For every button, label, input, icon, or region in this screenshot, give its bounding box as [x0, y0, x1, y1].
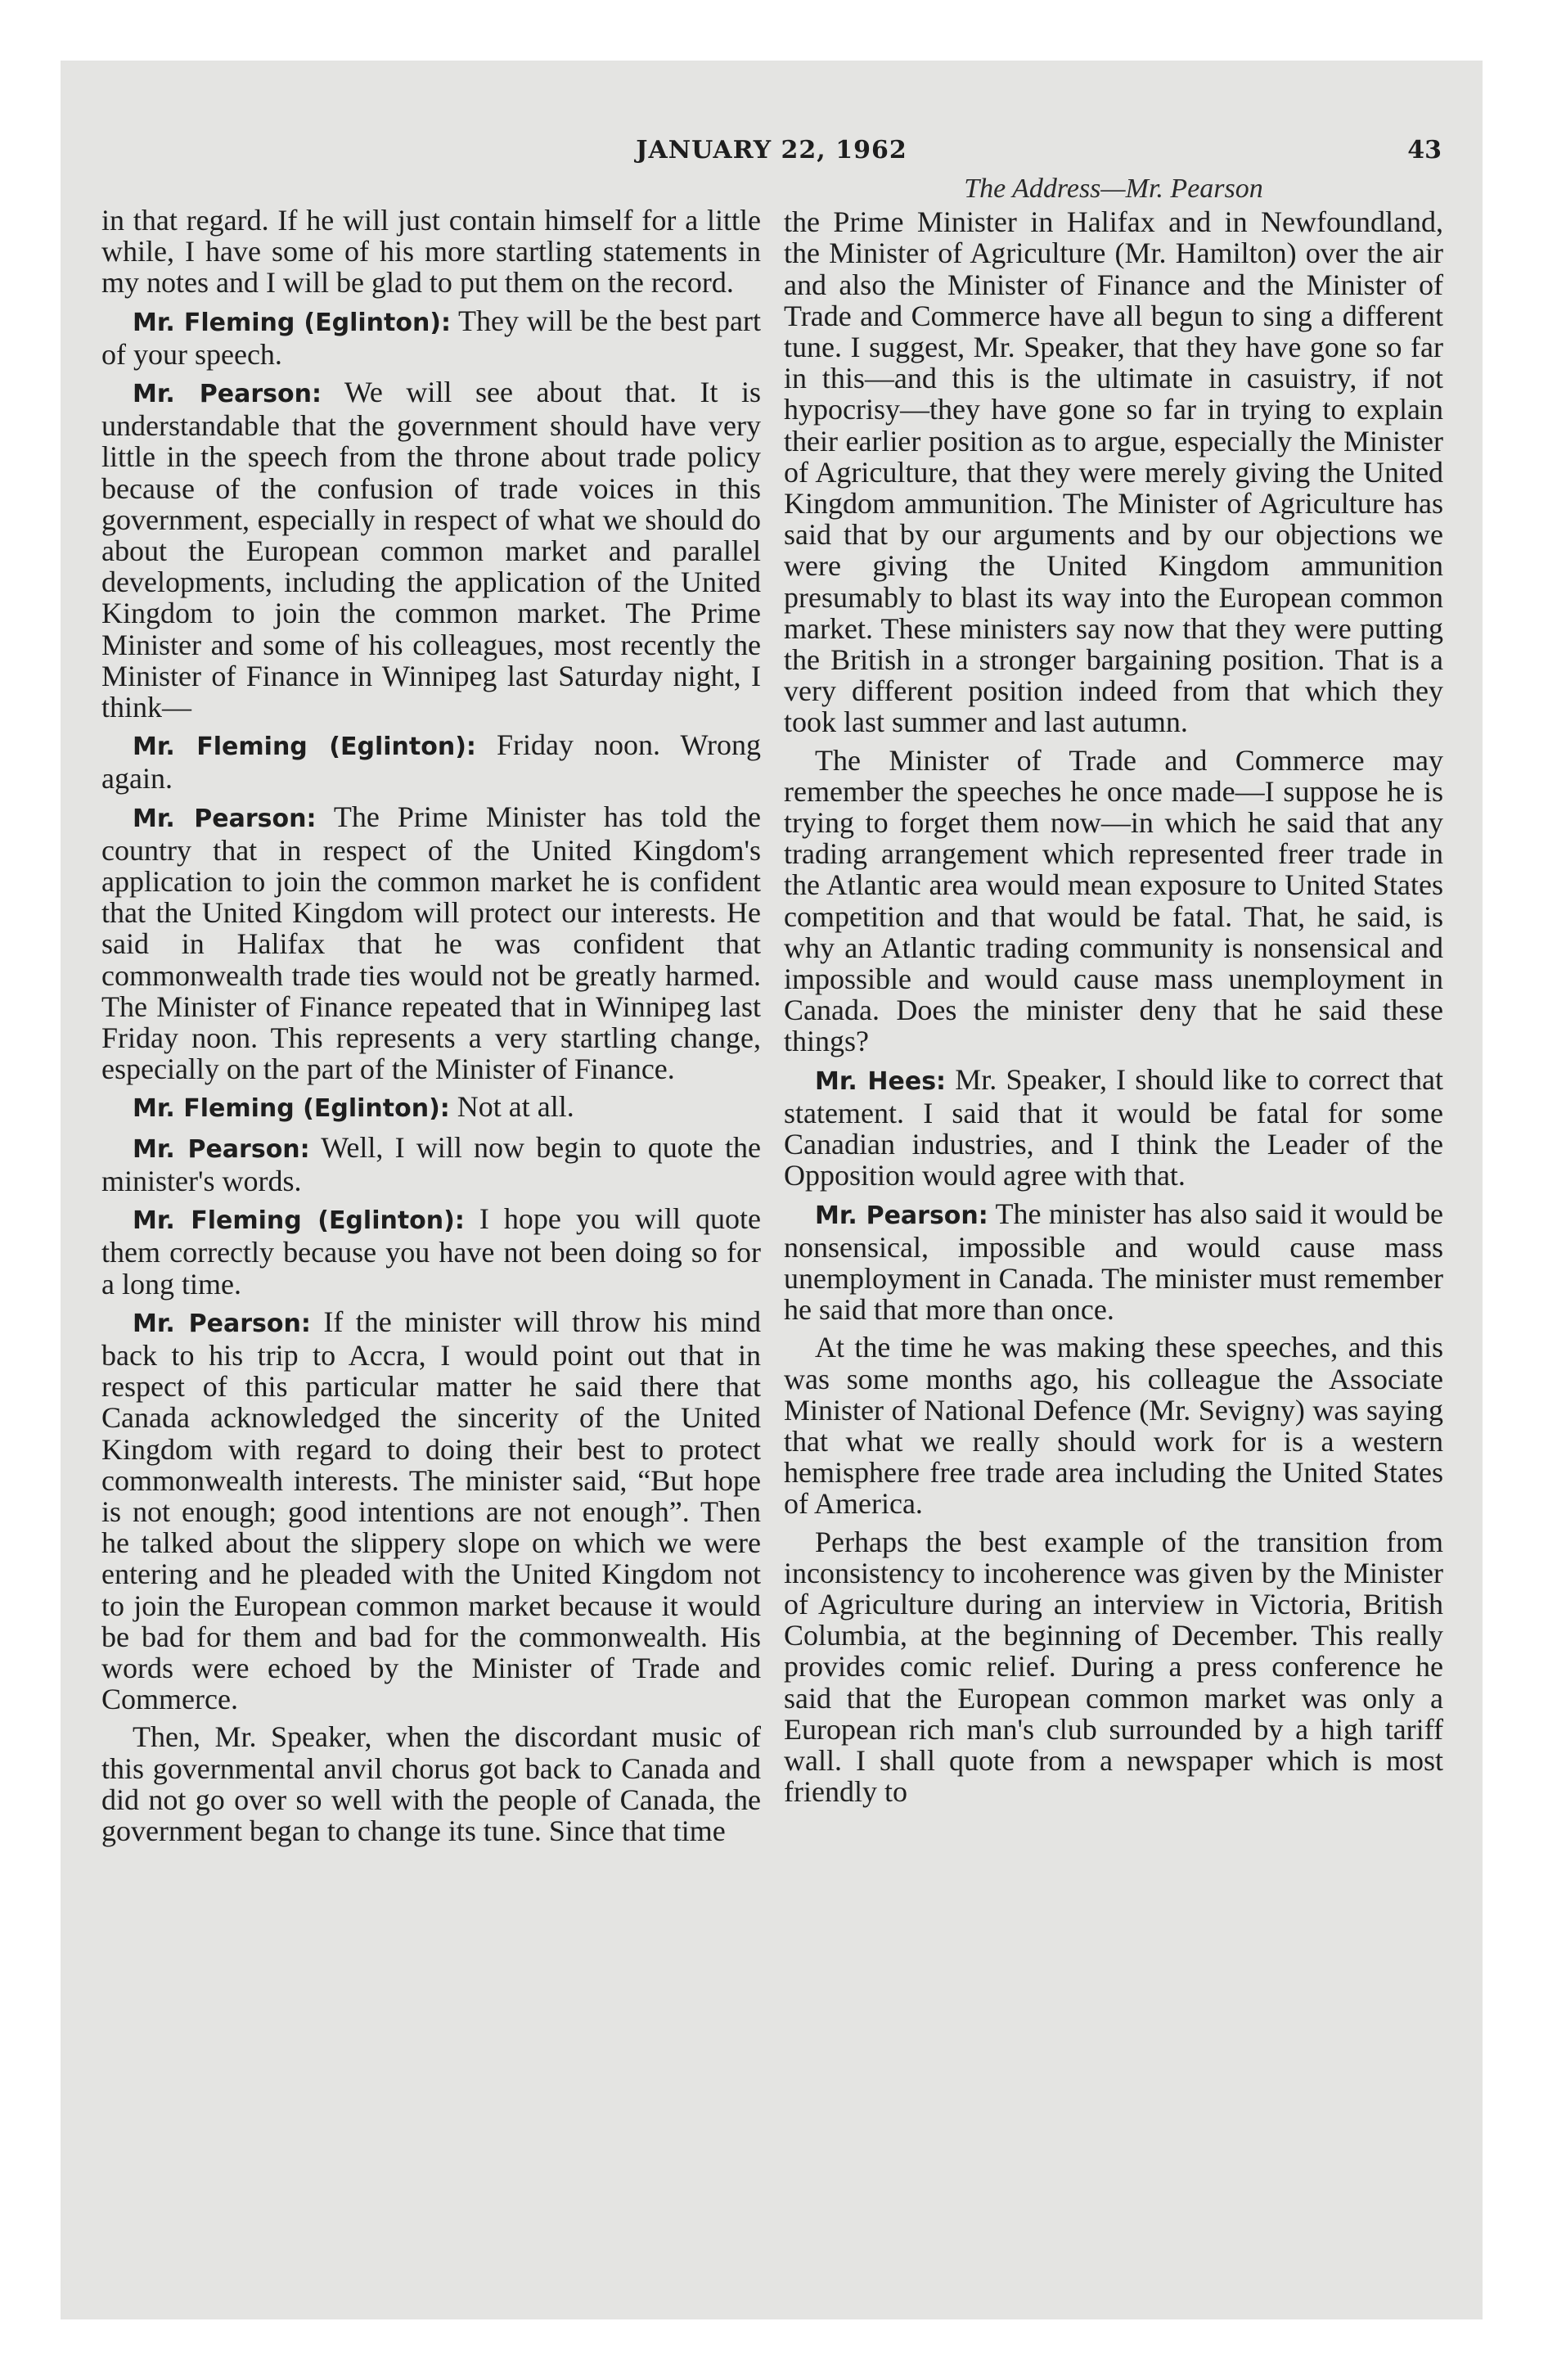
paragraph — [784, 1198, 1443, 1326]
speaker-name: Mr. Fleming (Eglinton): — [133, 1094, 450, 1124]
paragraph-text: At the time he was making these speeches, and this was some months ago, his colleague the Associate Minister of National Defence (Mr. Sevigny) was saying that what we really should work for is a western hemisphere free trade area including the United States of America. — [784, 1331, 1443, 1521]
paragraph-text: Perhaps the best example of the transition from inconsistency to incoherence was given by the Minister of Agriculture during an interview in Victoria, British Columbia, at the beginning of December. This really provides comic relief. During a press conference he said that the European common market was only a European rich man's club surrounded by a high tariff wall. I shall quote from a newspaper which is most friendly to — [784, 1525, 1443, 1809]
speaker-name: Mr. Pearson: — [133, 1309, 311, 1338]
paragraph — [101, 1203, 761, 1300]
paragraph-text: Friday noon. Wrong again. — [101, 728, 761, 796]
left-column — [101, 205, 761, 1853]
speaker-name: Mr. Pearson: — [133, 1134, 310, 1164]
paragraph — [784, 206, 1443, 737]
paragraph-text: The Minister of Trade and Commerce may remember the speeches he once made—I suppose he is trying to forget them now—in which he said that any trading arrangement which represented freer trade in the Atlantic area would mean exposure to United States competition and that would be fatal. That, he said, is why an Atlantic trading community is nonsensical and impossible and would cause mass unemployment in Canada. Does the minister deny that he said these things? — [784, 743, 1443, 1058]
paragraph-text: Well, I will now begin to quote the minister's words. — [101, 1130, 761, 1197]
paragraph-text: Then, Mr. Speaker, when the discordant music of this governmental anvil chorus got back to Canada and did not go over so well with the people of Canada, the government began to change its tune. Since that time — [101, 1720, 761, 1847]
speaker-name: Mr. Fleming (Eglinton): — [133, 732, 476, 762]
paragraph-text: in that regard. If he will just contain himself for a little while, I have some of his more startling statements in my notes and I will be glad to put them on the record. — [101, 204, 761, 300]
paragraph — [101, 1132, 761, 1197]
paragraph — [101, 205, 761, 299]
speaker-name: Mr. Fleming (Eglinton): — [133, 308, 452, 337]
paragraph — [101, 1091, 761, 1125]
paragraph — [784, 1332, 1443, 1519]
paragraph — [101, 376, 761, 723]
paragraph-text: The Prime Minister has told the country that in respect of the United Kingdom's application to join the common market he is confident that the United Kingdom will protect our interests. He said in Halifax that he was confident that commonwealth trade ties would not be greatly harmed. The Minister of Finance repeated that in Winnipeg last Friday noon. This represents a very startling change, especially on the part of the Minister of Finance. — [101, 800, 761, 1086]
paragraph — [784, 1064, 1443, 1192]
page-date: JANUARY 22, 1962 — [636, 136, 907, 165]
speaker-name: Mr. Pearson: — [133, 380, 322, 409]
paragraph — [784, 1526, 1443, 1808]
right-column — [784, 174, 1443, 1814]
paragraph — [784, 745, 1443, 1057]
paragraph-text: They will be the best part of your speech. — [101, 304, 761, 371]
paragraph-text: If the minister will throw his mind back to his trip to Accra, I would point out that in respect of this particular matter he said there that Canada acknowledged the sincerity of the United Kingdom with regard to doing their best to protect commonwealth interests. The minister said, “But hope is not enough; good intentions are not enough”. Then he talked about the slippery slope on which we were entering and he pleaded with the United Kingdom not to join the European common market because it would be bad for them and bad for the commonwealth. His words were echoed by the Minister of Trade and Commerce. — [101, 1305, 762, 1716]
paragraph — [101, 305, 761, 370]
running-head: The Address—Mr. Pearson — [964, 174, 1263, 204]
paragraph-text: Not at all. — [449, 1090, 574, 1124]
paragraph-text: I hope you will quote them correctly because you have not been doing so for a long time. — [101, 1202, 762, 1300]
paragraph-text: the Prime Minister in Halifax and in Newfoundland, the Minister of Agriculture (Mr. Hamilton) over the air and also the Minister of Finance and the Minister of Trade and Commerce have all begun to sing a different tune. I suggest, Mr. Speaker, that they have gone so far in this—and this is the ultimate in casuistry, if not hypocrisy—they have gone so far in trying to explain their earlier position as to argue, especially the Minister of Agriculture, that they were merely giving the United Kingdom ammunition. The Minister of Agriculture has said that by our arguments and by our objections we were giving the United Kingdom ammunition presumably to blast its way into the European common market. These ministers say now that they were putting the British in a stronger bargaining position. That is a very different position indeed from that which they took last summer and last autumn. — [784, 205, 1443, 739]
speaker-name: Mr. Pearson: — [133, 804, 317, 833]
paragraph — [101, 801, 761, 1085]
paragraph-text: Mr. Speaker, I should like to correct that statement. I said that it would be fatal for some Canadian industries, and I think the Leader of the Opposition would agree with that. — [784, 1062, 1443, 1192]
page-header — [61, 136, 1483, 177]
speaker-name: Mr. Fleming (Eglinton): — [133, 1206, 465, 1236]
document-page — [61, 61, 1483, 2319]
speaker-name: Mr. Hees: — [815, 1066, 947, 1096]
paragraph — [101, 1721, 761, 1846]
paragraph-text: We will see about that. It is understandable that the government should have very little in the speech from the throne about trade policy because of the confusion of trade voices in this government, especially in respect of what we should do about the European common market and parallel developments, including the application of the United Kingdom to join the common market. The Prime Minister and some of his colleagues, most recently the Minister of Finance in Winnipeg last Saturday night, I think— — [101, 376, 762, 724]
speaker-name: Mr. Pearson: — [815, 1201, 988, 1230]
paragraph-text: The minister has also said it would be nonsensical, impossible and would cause mass unemployment in Canada. The minister must remember he said that more than once. — [784, 1197, 1443, 1327]
paragraph — [101, 1306, 761, 1715]
paragraph — [101, 729, 761, 794]
page-number: 43 — [1407, 136, 1442, 165]
